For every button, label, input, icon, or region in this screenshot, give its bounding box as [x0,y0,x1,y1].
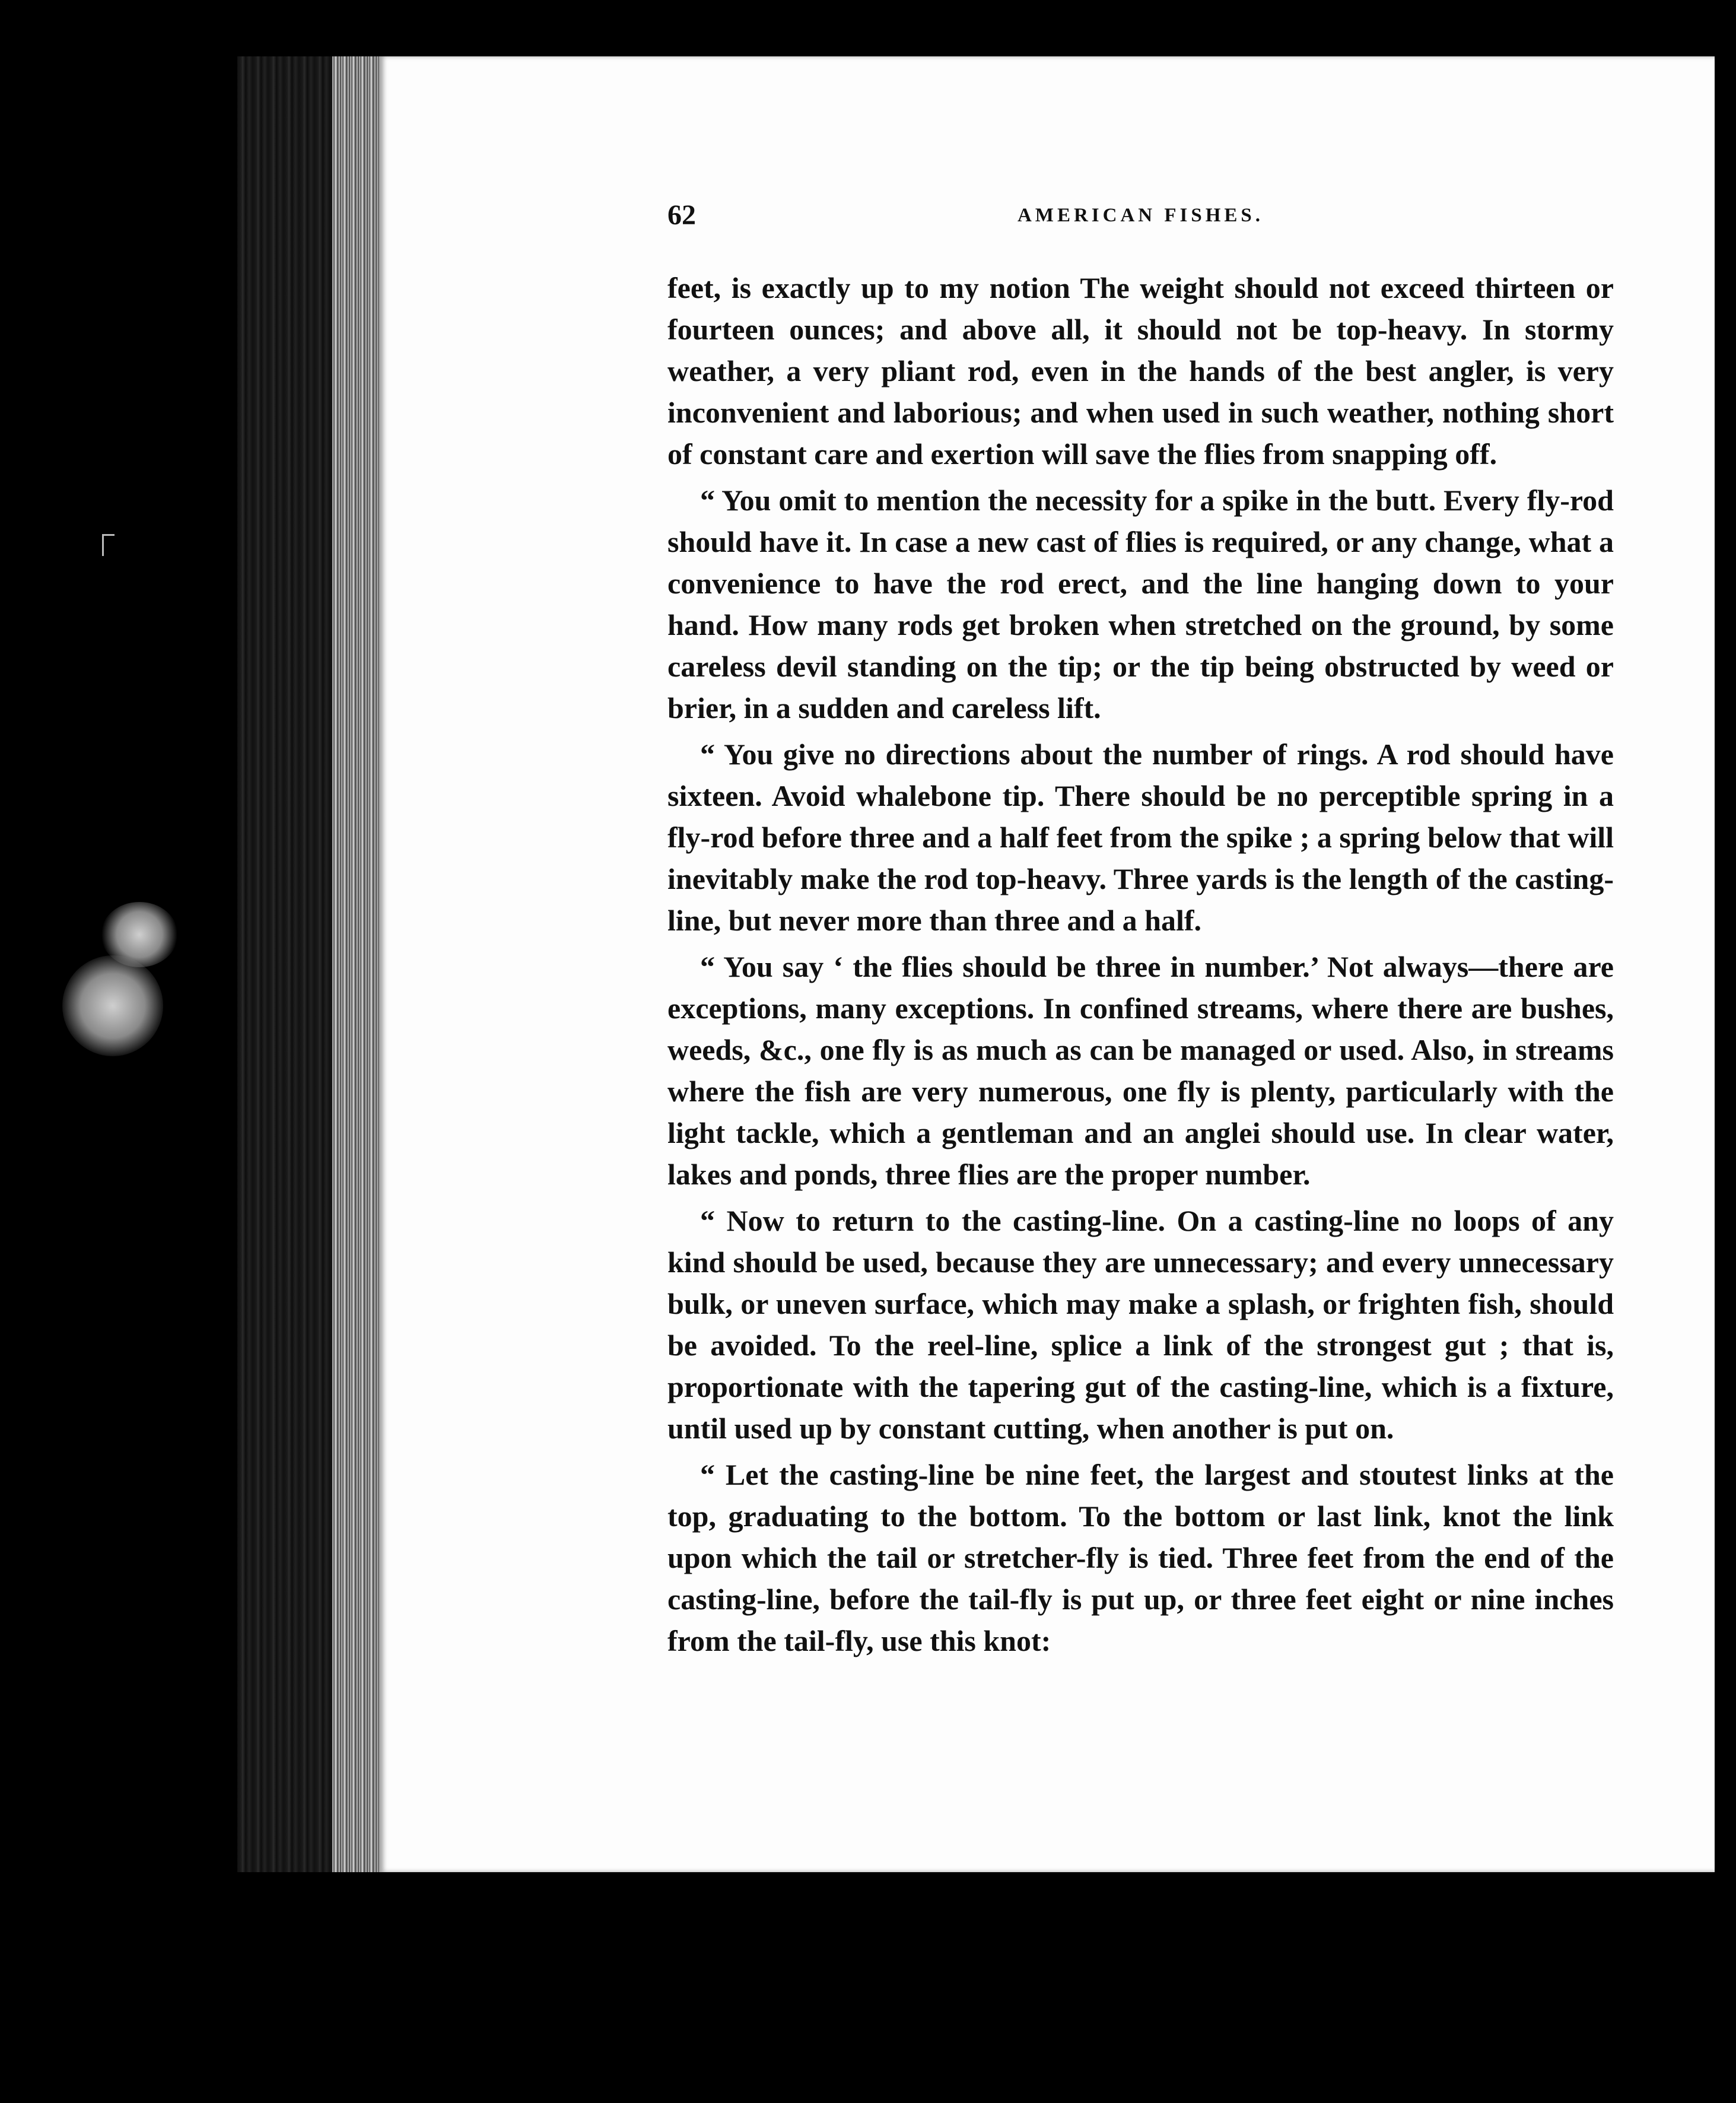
body-text [667,267,1614,1662]
page-edges [332,56,380,1872]
paragraph: “ You omit to mention the necessity for a spike in the butt. Every fly-rod should have it. In case a new cast of flies is required, or any change, what a convenience to have the rod erect, and the line hanging down to your hand. How many rods get broken when stretched on the ground, by some careless devil standing on the tip; or the tip being obstructed by weed or brier, in a sudden and careless lift. [667,484,1614,725]
paragraph: “ You say ‘ the flies should be three in number.’ Not always—there are exceptions, many exceptions. In confined streams, where there are bushes, weeds, &c., one fly is as much as can be managed or used. Also, in streams where the fish are very numerous, one fly is plenty, particularly with the light tackle, which a gentleman and an anglei should use. In clear water, lakes and ponds, three flies are the proper number. [667,950,1614,1191]
corner-mark [102,534,115,556]
page-number: 62 [667,199,696,231]
book-page [380,56,1715,1872]
paragraph: feet, is exactly up to my notion The weight should not exceed thirteen or fourteen ounces; and above all, it should not be top-heavy. In stormy weather, a very pliant rod, even in the hands of the best angler, is very inconvenient and laborious; and when used in such weather, nothing short of constant care and exertion will save the flies from snapping off. [667,271,1614,471]
paragraph: “ You give no directions about the number of rings. A rod should have sixteen. Avoid whalebone tip. There should be no perceptible spring in a fly-rod before three and a half feet from the spike ; a spring below that will inevitably make the rod top-heavy. Three yards is the length of the casting-line, but never more than three and a half. [667,738,1614,937]
paragraph: “ Now to return to the casting-line. On a casting-line no loops of any kind should be used, because they are unnecessary; and every unnecessary bulk, or uneven surface, which may make a splash, or frighten fish, should be avoided. To the reel-line, splice a link of the strongest gut ; that is, proportionate with the tapering gut of the casting-line, which is a fixture, until used up by constant cutting, when another is put on. [667,1204,1614,1445]
page-content [667,199,1614,1662]
running-title: AMERICAN FISHES. [1017,205,1264,226]
running-head [667,199,1614,240]
paragraph: “ Let the casting-line be nine feet, the largest and stoutest links at the top, graduating to the bottom. To the bottom or last link, knot the link upon which the tail or stretcher-fly is tied. Three feet from the end of the casting-line, before the tail-fly is put up, or three feet eight or nine inches from the tail-fly, use this knot: [667,1458,1614,1657]
paper-stain [62,955,163,1056]
